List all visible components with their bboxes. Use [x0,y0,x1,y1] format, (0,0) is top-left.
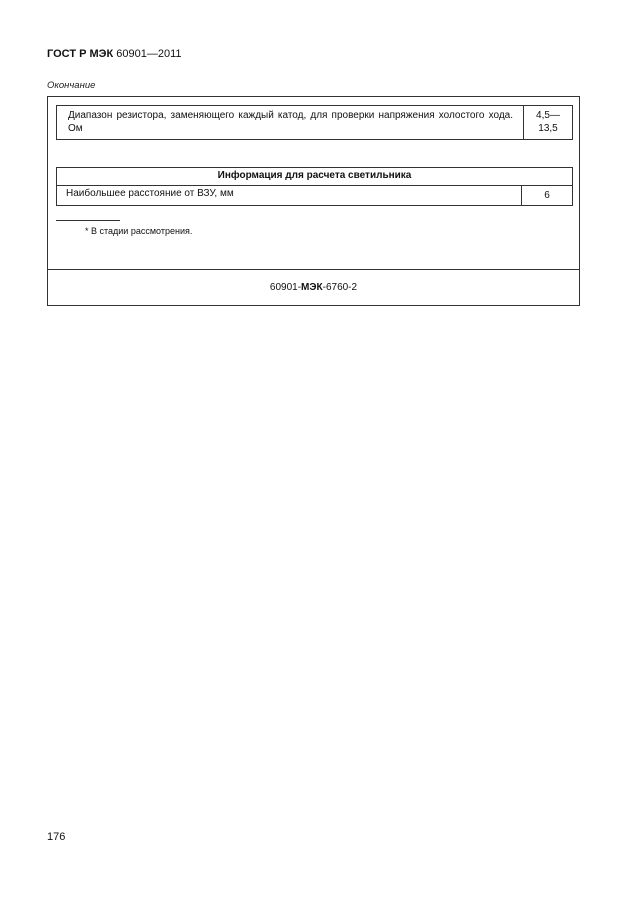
max-distance-label: Наибольшее расстояние от ВЗУ, мм [57,186,522,206]
page-number: 176 [47,831,66,843]
doc-id-prefix: 60901- [269,282,302,293]
standard-number: 60901—2011 [116,48,182,60]
footnote: * В стадии рассмотрения. [85,226,193,236]
continuation-label: Окончание [47,80,96,91]
doc-id-suffix: -6760-2 [322,282,358,293]
document-identifier [48,282,579,293]
luminaire-info-table [56,167,573,206]
frame-divider [48,269,579,270]
resistor-range-value-max: 13,5 [538,123,558,134]
sheet-frame [47,96,580,306]
table-row [57,106,573,140]
resistor-range-value [524,106,573,140]
doc-id-bold: МЭК [301,282,323,293]
resistor-range-value-min: 4,5— [536,110,560,121]
resistor-range-description: Диапазон резистора, заменяющего каждый катод, для проверки напряжения холостого хода. Ом [57,106,524,140]
footnote-separator [56,220,120,221]
table-header-row [57,168,573,186]
standard-designation: ГОСТ Р МЭК [47,48,114,60]
luminaire-info-title: Информация для расчета светильника [57,168,573,186]
max-distance-value: 6 [522,186,573,206]
running-header [47,48,182,60]
resistor-range-table [56,105,573,140]
table-row [57,186,573,206]
